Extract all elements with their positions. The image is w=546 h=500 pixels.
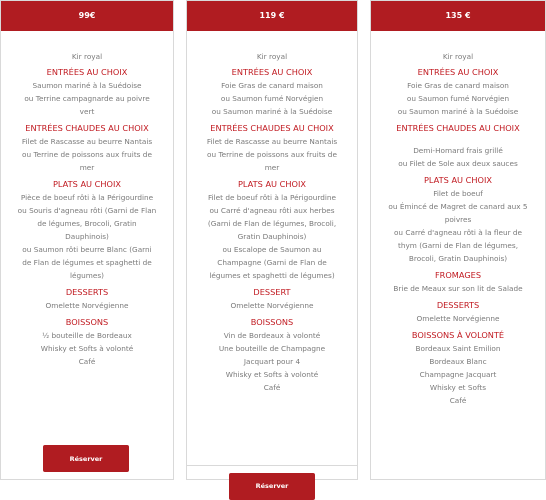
menu-content [1,31,173,368]
section-title: ENTRÉES AU CHOIX [417,67,499,77]
menu-line: ou Terrine campagnarde au poivre [24,94,150,103]
menu-line: légumes) [69,271,105,280]
section-title: PLATS AU CHOIX [53,179,121,189]
menu-card-99 [0,0,174,480]
menu-line: Café [263,383,281,392]
menu-line: ou Saumon mariné à la Suédoise [211,107,333,116]
menu-content [187,31,357,394]
section-title: BOISSONS À VOLONTÉ [411,330,505,340]
menu-content [371,31,545,407]
menu-line: thym (Garni de Flan de légumes, [397,241,519,250]
aperitif-line: Kir royal [442,52,474,61]
card-divider [187,465,357,466]
section-title: BOISSONS [250,317,294,327]
section-title: FROMAGES [434,270,482,280]
reserve-button[interactable]: Réserver [43,445,129,472]
section-title: DESSERTS [65,287,109,297]
menu-line: Jacquart pour 4 [243,357,301,366]
menu-line: (Garni de Flan de légumes, Brocoli, [207,219,337,228]
menu-line: ou Saumon mariné à la Suédoise [397,107,519,116]
menu-line: Foie Gras de canard maison [221,81,323,90]
menu-line: ou Émincé de Magret de canard aux 5 [388,202,528,211]
menu-line: Brie de Meaux sur son lit de Salade [393,284,523,293]
aperitif-line: Kir royal [71,52,103,61]
menu-price-header: 135 € [371,1,545,31]
menu-line: Dauphinois) [65,232,109,241]
section-title: ENTRÉES AU CHOIX [46,67,128,77]
menu-price-header: 119 € [187,1,357,31]
section-title: ENTRÉES AU CHOIX [231,67,313,77]
menu-line: légumes et spaghetti de légumes) [209,271,335,280]
menu-line: Brocoli, Gratin Dauphinois) [408,254,508,263]
menu-line: Filet de Rascasse au beurre Nantais [206,137,338,146]
menu-line: Champagne Jacquart [419,370,497,379]
menu-line: ou Terrine de poissons aux fruits de [22,150,152,159]
menu-line: Filet de boeuf rôti à la Périgourdine [207,193,337,202]
menu-line: ou Carré d'agneau rôti aux herbes [209,206,335,215]
section-title: PLATS AU CHOIX [424,175,492,185]
menu-line: vert [79,107,95,116]
menu-line: Saumon mariné à la Suédoise [32,81,142,90]
section-title: ENTRÉES CHAUDES AU CHOIX [396,123,520,133]
menu-line: Filet de boeuf [433,189,483,198]
section-title: DESSERT [253,287,291,297]
menu-line: mer [264,163,280,172]
menu-line: Champagne (Garni de Flan de [217,258,327,267]
menu-line: Une bouteille de Champagne [218,344,326,353]
menu-line: Demi-Homard frais grillé [413,146,503,155]
menu-line: Vin de Bordeaux à volonté [223,331,321,340]
menu-line: ou Terrine de poissons aux fruits de [207,150,337,159]
menu-line: Omelette Norvégienne [230,301,314,310]
menu-line: ou Filet de Sole aux deux sauces [398,159,518,168]
menu-line: ou Saumon fumé Norvégien [406,94,510,103]
menu-line: Whisky et Softs à volonté [40,344,134,353]
menu-line: ou Souris d'agneau rôti (Garni de Flan [17,206,157,215]
menu-line: ou Carré d'agneau rôti à la fleur de [393,228,523,237]
menu-line: Foie Gras de canard maison [407,81,509,90]
menu-line: Omelette Norvégienne [416,314,500,323]
menu-line: Bordeaux Blanc [429,357,487,366]
aperitif-line: Kir royal [256,52,288,61]
menu-line: Café [449,396,467,405]
section-title: ENTRÉES CHAUDES AU CHOIX [210,123,334,133]
menu-card-135 [370,0,546,480]
menu-line: ou Saumon rôti beurre Blanc (Garni [22,245,152,254]
menu-line: ou Escalope de Saumon au [222,245,322,254]
reserve-button[interactable]: Réserver [229,473,315,500]
menu-line: de Flan de légumes et spaghetti de [22,258,152,267]
menu-line: Pièce de boeuf rôti à la Périgourdine [20,193,154,202]
menu-line: ½ bouteille de Bordeaux [42,331,132,340]
menu-line: Omelette Norvégienne [45,301,129,310]
menu-line: Bordeaux Saint Emilion [415,344,501,353]
section-title: DESSERTS [436,300,480,310]
menu-line: Café [78,357,96,366]
menu-line: mer [79,163,95,172]
menu-line: Whisky et Softs à volonté [225,370,319,379]
menu-line: Filet de Rascasse au beurre Nantais [21,137,153,146]
menu-price-header: 99€ [1,1,173,31]
section-title: PLATS AU CHOIX [238,179,306,189]
menu-line: Whisky et Softs [429,383,487,392]
section-title: ENTRÉES CHAUDES AU CHOIX [25,123,149,133]
menu-line: ou Saumon fumé Norvégien [220,94,324,103]
menu-card-119 [186,0,358,490]
menu-line [375,135,541,144]
menu-line: poivres [444,215,472,224]
menu-line: Gratin Dauphinois) [237,232,307,241]
menu-line: de légumes, Brocoli, Gratin [37,219,137,228]
section-title: BOISSONS [65,317,109,327]
